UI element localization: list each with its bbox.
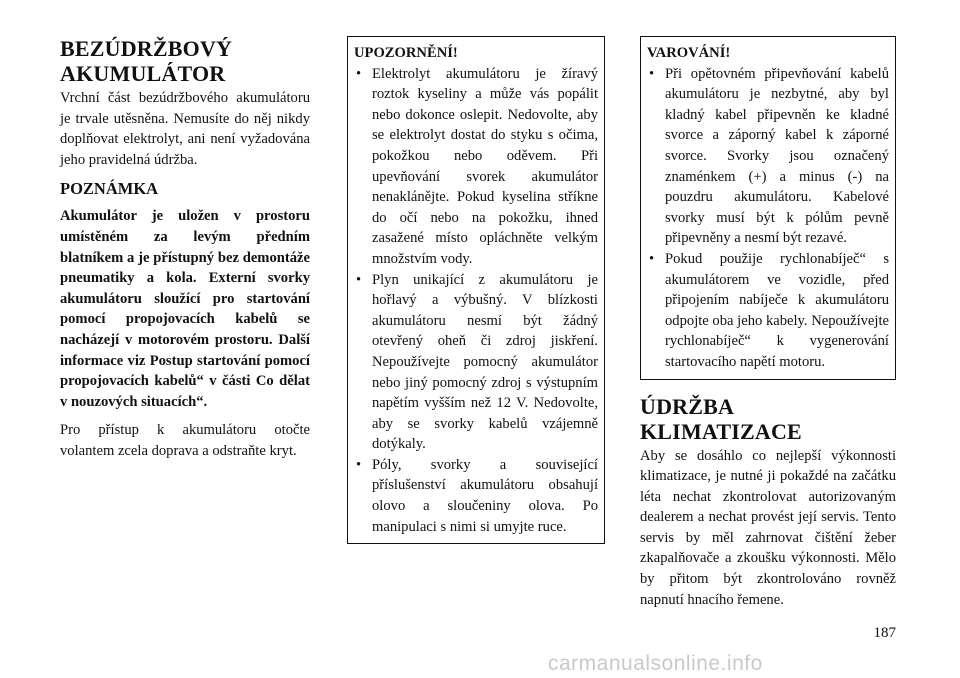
warning-list xyxy=(647,64,889,373)
middle-column xyxy=(347,36,605,544)
bullet-icon: • xyxy=(356,456,362,473)
caution-box xyxy=(347,36,605,544)
note-heading: POZNÁMKA xyxy=(60,179,159,199)
right-column xyxy=(640,36,896,618)
page-number: 187 xyxy=(873,625,896,641)
caution-list xyxy=(354,64,598,538)
caution-item xyxy=(354,64,598,270)
caution-title: UPOZORNĚNÍ! xyxy=(354,45,458,61)
warning-item xyxy=(647,249,889,373)
warning-item-text: Pokud použije rychlonabíječ“ s akumulátorem ve vozidle, před připojením nabíječe k akumulátoru odpojte oba jeho kabely. Nepoužívejte rychlonabíječ“ k vygenerování startovacího napětí motoru. xyxy=(665,250,889,370)
section-heading-ac-maintenance: ÚDRŽBA KLIMATIZACE xyxy=(640,393,802,444)
bullet-icon: • xyxy=(356,65,362,82)
section-heading-battery: BEZÚDRŽBOVÝ AKUMULÁTOR xyxy=(60,36,233,86)
caution-item-text: Elektrolyt akumulátoru je žíravý roztok kyseliny a může vás popálit nebo dokonce oslepit. Nedovolte, aby se elektrolyt dostat do styku s očima, pokožkou nebo oděvem. Při upevňování svorek akumulátor nenaklánějte. Pokud kyselina stříkne do očí nebo na pokožku, ihned zasažené místo opláchněte velkým množstvím vody. xyxy=(372,65,598,267)
warning-item xyxy=(647,64,889,249)
caution-item-text: Plyn unikající z akumulátoru je hořlavý a výbušný. V blízkosti akumulátoru nesmí být žádný otevřený oheň či zdroj jiskření. Nepoužívejte pomocný akumulátor nebo jiný pomocný zdroj s výstupním napětím vyšším než 12 V. Nedovolte, aby se svorky kabelů vzájemně dotýkaly. xyxy=(372,271,598,453)
bullet-icon: • xyxy=(356,271,362,288)
bullet-icon: • xyxy=(649,250,655,267)
watermark: carmanualsonline.info xyxy=(548,652,763,675)
battery-intro-paragraph: Vrchní část bezúdržbového akumulátoru je trvale utěsněna. Nemusíte do něj nikdy doplňovat elektrolyt, ani není vyžadována jeho pravidelná údržba. xyxy=(60,90,310,168)
warning-box xyxy=(640,36,896,380)
caution-item xyxy=(354,270,598,455)
warning-item-text: Při opětovném připevňování kabelů akumulátoru je nezbytné, aby byl kladný kabel připevněn ke kladné svorce a záporný kabel k záporné svorce. Svorky jsou označený znaménkem (+) a minus (-) na pouzdru akumulátoru. Kabelové svorky musí být k pólům pevně připevněny a nesmí být rezavé. xyxy=(665,65,889,247)
warning-title: VAROVÁNÍ! xyxy=(647,45,731,61)
caution-item-text: Póly, svorky a související příslušenství akumulátoru obsahují olovo a sloučeniny olova. Po manipulaci s nimi si umyjte ruce. xyxy=(372,456,598,535)
note-paragraph: Akumulátor je uložen v prostoru umístěném za levým předním blatníkem a je přístupný bez demontáže pneumatiky a kola. Externí svorky akumulátoru sloužící pro startování pomocí propojovacích kabelů se nacházejí v motorovém prostoru. Další informace viz Postup startování pomocí propojovacích kabelů“ v části Co dělat v nouzových situacích“. xyxy=(60,208,310,410)
ac-maintenance-paragraph: Aby se dosáhlo co nejlepší výkonnosti klimatizace, je nutné ji pokaždé na začátku léta nechat zkontrolovat autorizovaným dealerem a nechat provést její servis. Tento servis by měl zahrnovat čištění žeber zkapalňovače a zkoušku výkonnosti. Mělo by přitom být zkontrolováno rovněž napnutí hnacího řemene. xyxy=(640,447,896,608)
caution-item xyxy=(354,455,598,537)
battery-access-paragraph: Pro přístup k akumulátoru otočte volantem zcela doprava a odstraňte kryt. xyxy=(60,422,310,459)
bullet-icon: • xyxy=(649,65,655,82)
left-column xyxy=(60,36,310,470)
